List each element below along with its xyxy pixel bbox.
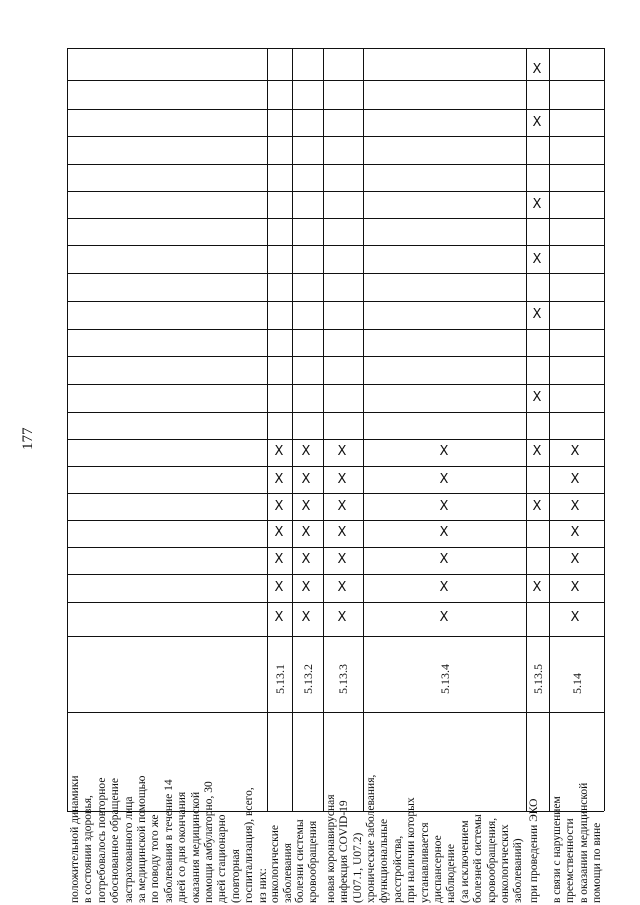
- cross-mark: X: [337, 610, 347, 625]
- column-divider: [67, 329, 604, 330]
- cross-mark: X: [301, 472, 311, 487]
- column-divider: [67, 412, 604, 413]
- cross-mark: X: [532, 62, 542, 77]
- cross-mark: X: [274, 525, 284, 540]
- column-divider: [67, 547, 604, 548]
- row-divider: [549, 48, 550, 811]
- cross-mark: X: [439, 444, 449, 459]
- cross-mark: X: [337, 499, 347, 514]
- cross-mark: X: [337, 444, 347, 459]
- cross-mark: X: [532, 252, 542, 267]
- cross-mark: X: [439, 525, 449, 540]
- cross-mark: X: [337, 525, 347, 540]
- column-divider: [67, 218, 604, 219]
- cross-mark: X: [570, 499, 580, 514]
- row-divider: [292, 48, 293, 811]
- cross-mark: X: [570, 525, 580, 540]
- cross-mark: X: [570, 444, 580, 459]
- cross-mark: X: [301, 580, 311, 595]
- row-label: в связи с нарушением преемственности в оказании медицинской помощи по вине: [551, 782, 604, 903]
- cross-mark: X: [274, 610, 284, 625]
- column-divider: [67, 574, 604, 575]
- cross-mark: X: [439, 580, 449, 595]
- cross-mark: X: [570, 552, 580, 567]
- cross-mark: X: [532, 580, 542, 595]
- row-divider: [526, 48, 527, 811]
- column-divider: [67, 356, 604, 357]
- row-label: при проведении ЭКО: [528, 798, 540, 903]
- column-divider: [67, 602, 604, 603]
- cross-mark: X: [532, 499, 542, 514]
- page-number: 177: [20, 427, 36, 450]
- row-label: хронические заболевания, функциональные расстройства, при наличии которых устанавливается диспансерное наблюдение (за исключением болезней системы кровообращения, онкологических заболеваний): [365, 774, 525, 903]
- cross-mark: X: [301, 444, 311, 459]
- cross-mark: X: [439, 499, 449, 514]
- row-code: 5.13.1: [272, 664, 287, 694]
- column-divider: [67, 136, 604, 137]
- cross-mark: X: [532, 197, 542, 212]
- cross-mark: X: [439, 472, 449, 487]
- row-divider: [267, 48, 268, 811]
- column-divider: [67, 439, 604, 440]
- cross-mark: X: [274, 472, 284, 487]
- row-divider: [67, 48, 68, 811]
- cross-mark: X: [337, 472, 347, 487]
- column-divider: [67, 384, 604, 385]
- column-divider: [67, 80, 604, 81]
- cross-mark: X: [532, 444, 542, 459]
- cross-mark: X: [570, 580, 580, 595]
- column-divider: [67, 301, 604, 302]
- cross-mark: X: [274, 444, 284, 459]
- row-label: новая коронавирусная инфекция COVID-19 (U07.1, U07.2): [325, 794, 364, 903]
- row-divider: [323, 48, 324, 811]
- cross-mark: X: [274, 580, 284, 595]
- cross-mark: X: [532, 390, 542, 405]
- column-divider: [67, 466, 604, 467]
- column-divider: [67, 636, 604, 637]
- column-divider: [67, 48, 604, 49]
- row-label: болезни системы кровообращения: [294, 819, 320, 903]
- cross-mark: X: [532, 115, 542, 130]
- cross-mark: X: [439, 610, 449, 625]
- cross-mark: X: [301, 499, 311, 514]
- cross-mark: X: [337, 580, 347, 595]
- row-code: 5.13.5: [530, 664, 545, 694]
- row-divider: [363, 48, 364, 811]
- cross-mark: X: [301, 610, 311, 625]
- cross-mark: X: [532, 307, 542, 322]
- cross-mark: X: [301, 552, 311, 567]
- cross-mark: X: [570, 610, 580, 625]
- column-divider: [67, 520, 604, 521]
- cross-mark: X: [274, 552, 284, 567]
- column-divider: [67, 191, 604, 192]
- cross-mark: X: [337, 552, 347, 567]
- column-divider: [67, 245, 604, 246]
- cross-mark: X: [301, 525, 311, 540]
- row-label: онкологические заболевания: [269, 825, 295, 903]
- row-code: 5.13.3: [336, 664, 350, 694]
- column-divider: [67, 493, 604, 494]
- row-code: 5.13.4: [437, 664, 452, 694]
- row-code: 5.14: [569, 673, 584, 694]
- row-divider: [604, 48, 605, 811]
- column-divider: [67, 164, 604, 165]
- cross-mark: X: [570, 472, 580, 487]
- row-code: 5.13.2: [300, 664, 315, 694]
- column-divider: [67, 712, 604, 713]
- column-divider: [67, 273, 604, 274]
- cross-mark: X: [439, 552, 449, 567]
- column-divider: [67, 109, 604, 110]
- row-label: положительной динамики в состоянии здоровья, потребовалось повторное обоснованное обращение застрахованного лица за медицинской помощью по поводу того же заболевания в течение 14 дней со дня окончания оказания медицинской помощи амбулаторно, 30 дней стационарно (повторная госпитализация), всего, из них:: [69, 775, 269, 903]
- cross-mark: X: [274, 499, 284, 514]
